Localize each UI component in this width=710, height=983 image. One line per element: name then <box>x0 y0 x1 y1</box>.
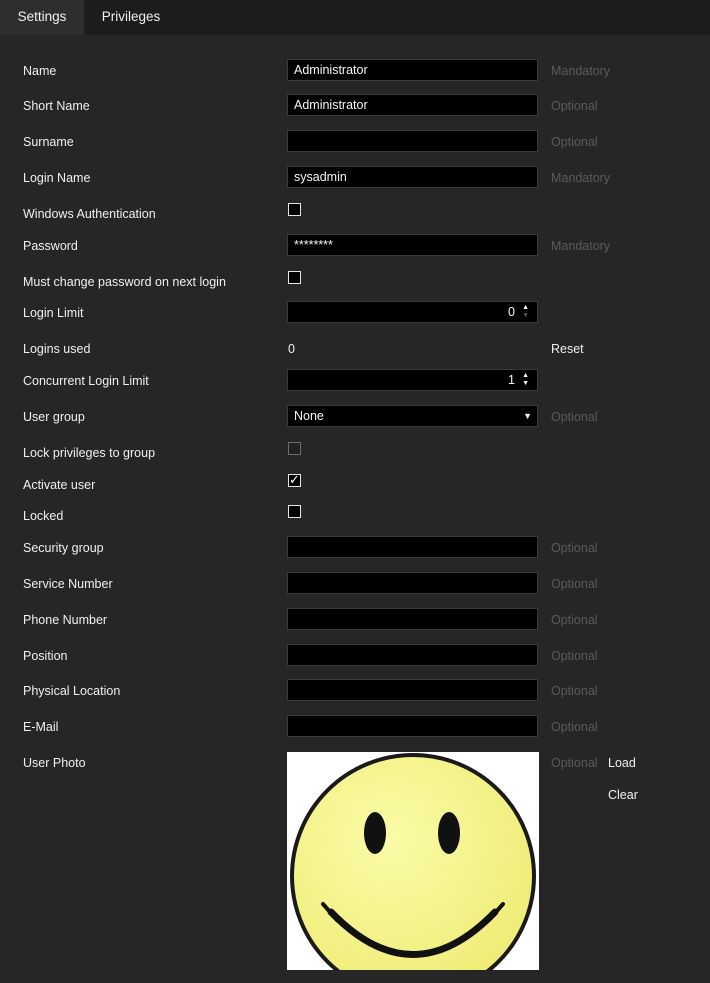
login-name-label: Login Name <box>23 171 91 185</box>
name-input[interactable]: Administrator <box>287 59 538 81</box>
login-name-hint: Mandatory <box>551 171 611 185</box>
user-group-select[interactable] <box>287 405 538 427</box>
logins-used-label: Logins used <box>23 342 91 356</box>
phone-number-label: Phone Number <box>23 613 108 627</box>
service-number-label: Service Number <box>23 577 113 591</box>
smiley-face-icon <box>287 752 539 970</box>
password-label: Password <box>23 239 78 253</box>
tab-bar <box>0 0 710 35</box>
short-name-label: Short Name <box>23 99 90 113</box>
windows-auth-checkbox[interactable] <box>288 203 301 216</box>
concurrent-login-limit-value: 1 <box>508 373 515 387</box>
name-label: Name <box>23 64 57 78</box>
surname-hint: Optional <box>551 135 598 149</box>
must-change-password-label: Must change password on next login <box>23 275 226 289</box>
login-limit-label: Login Limit <box>23 306 84 320</box>
short-name-input[interactable]: Administrator <box>287 94 538 116</box>
physical-location-label: Physical Location <box>23 684 121 698</box>
increment-arrow-icon[interactable]: ▲ <box>522 304 529 311</box>
activate-user-label: Activate user <box>23 478 96 492</box>
security-group-input[interactable] <box>287 536 538 558</box>
phone-number-input[interactable] <box>287 608 538 630</box>
login-limit-value: 0 <box>508 305 515 319</box>
email-label: E-Mail <box>23 720 59 734</box>
security-group-label: Security group <box>23 541 104 555</box>
concurrent-login-limit-label: Concurrent Login Limit <box>23 374 149 388</box>
name-hint: Mandatory <box>551 64 611 78</box>
lock-privileges-label: Lock privileges to group <box>23 446 156 460</box>
concurrent-login-limit-stepper[interactable] <box>287 369 538 391</box>
user-photo-hint: Optional <box>551 756 598 770</box>
security-group-hint: Optional <box>551 541 598 555</box>
surname-label: Surname <box>23 135 74 149</box>
user-group-selected: None <box>294 409 324 423</box>
position-hint: Optional <box>551 649 598 663</box>
tab-settings[interactable]: Settings <box>0 0 84 35</box>
short-name-hint: Optional <box>551 99 598 113</box>
phone-number-hint: Optional <box>551 613 598 627</box>
password-input[interactable]: ******** <box>287 234 538 256</box>
login-limit-stepper[interactable] <box>287 301 538 323</box>
chevron-down-icon: ▼ <box>523 411 532 421</box>
activate-user-checkbox[interactable] <box>288 474 301 487</box>
user-group-label: User group <box>23 410 85 424</box>
logins-used-value: 0 <box>288 342 295 356</box>
tab-privileges[interactable]: Privileges <box>101 9 161 24</box>
reset-button[interactable]: Reset <box>551 342 584 356</box>
user-photo-image <box>287 752 539 970</box>
user-group-hint: Optional <box>551 410 598 424</box>
password-hint: Mandatory <box>551 239 611 253</box>
windows-auth-label: Windows Authentication <box>23 207 156 221</box>
clear-photo-button[interactable]: Clear <box>608 788 638 802</box>
physical-location-input[interactable] <box>287 679 538 701</box>
load-photo-button[interactable]: Load <box>608 756 636 770</box>
settings-form <box>0 35 710 983</box>
surname-input[interactable] <box>287 130 538 152</box>
locked-checkbox[interactable] <box>288 505 301 518</box>
email-input[interactable] <box>287 715 538 737</box>
position-input[interactable] <box>287 644 538 666</box>
email-hint: Optional <box>551 720 598 734</box>
user-photo-label: User Photo <box>23 756 86 770</box>
decrement-arrow-icon[interactable]: ▼ <box>522 312 529 319</box>
physical-location-hint: Optional <box>551 684 598 698</box>
locked-label: Locked <box>23 509 64 523</box>
position-label: Position <box>23 649 68 663</box>
increment-arrow-icon[interactable]: ▲ <box>522 372 529 379</box>
service-number-hint: Optional <box>551 577 598 591</box>
login-name-input[interactable]: sysadmin <box>287 166 538 188</box>
must-change-password-checkbox[interactable] <box>288 271 301 284</box>
decrement-arrow-icon[interactable]: ▼ <box>522 380 529 387</box>
service-number-input[interactable] <box>287 572 538 594</box>
lock-privileges-checkbox[interactable] <box>288 442 301 455</box>
